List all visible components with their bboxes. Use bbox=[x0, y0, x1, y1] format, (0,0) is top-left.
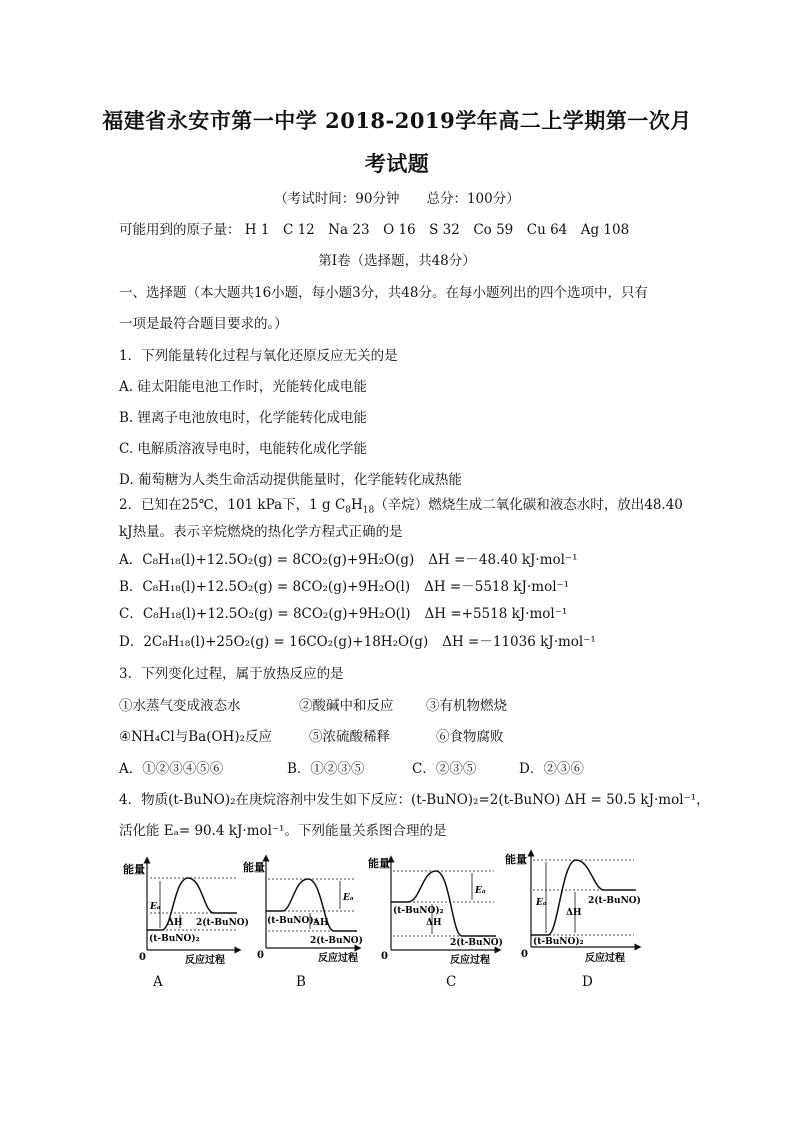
document-title-line2: 考试题 bbox=[364, 151, 430, 176]
q2-stem-sub2: 18 bbox=[362, 505, 375, 516]
diagram-a-xlabel: 反应过程 bbox=[185, 955, 225, 966]
diagram-a-product-label: 2(t-BuNO) bbox=[196, 918, 249, 928]
part-title: 第Ⅰ卷（选择题，共48分） bbox=[318, 253, 476, 269]
question-3-stem: 3．下列变化过程，属于放热反应的是 bbox=[119, 666, 344, 682]
exam-info: （考试时间：90分钟 总分：100分） bbox=[274, 191, 520, 207]
diagram-a-dh-label: ΔH bbox=[167, 918, 183, 928]
question-3-options bbox=[119, 757, 584, 777]
question-1-option-d: D. 葡萄糖为人类生命活动提供能量时，化学能转化成热能 bbox=[119, 472, 462, 488]
diagram-a-caption: A bbox=[153, 974, 163, 990]
q2-stem-part2: H bbox=[351, 497, 363, 513]
q2-d-equation: D．2C₈H₁₈(l)+25O₂(g) = 16CO₂(g)+18H₂O(g) bbox=[119, 634, 429, 650]
diagram-c-ea-label: Eₐ bbox=[475, 886, 486, 896]
diagram-c-ylabel: 能量 bbox=[368, 857, 390, 870]
question-2-option-a bbox=[119, 548, 578, 568]
diagram-b-ea-label: Eₐ bbox=[343, 893, 354, 903]
q2-c-enthalpy: ΔH =+5518 kJ·mol⁻¹ bbox=[424, 606, 568, 622]
diagram-a-reactant-label: (t-BuNO)₂ bbox=[149, 934, 200, 944]
diagram-c bbox=[368, 856, 503, 966]
question-2-option-d bbox=[119, 630, 596, 650]
q3-item-3: ③有机物燃烧 bbox=[426, 698, 507, 714]
diagram-d-origin: 0 bbox=[521, 949, 528, 960]
diagram-b bbox=[243, 858, 363, 964]
q2-c-equation: C．C₈H₁₈(l)+12.5O₂(g) = 8CO₂(g)+9H₂O(l) bbox=[119, 606, 411, 622]
question-1-option-a: A. 硅太阳能电池工作时，光能转化成电能 bbox=[119, 379, 367, 395]
diagram-c-product-label: 2(t-BuNO) bbox=[450, 938, 503, 948]
atomic-masses-values: H 1 C 12 Na 23 O 16 S 32 Co 59 Cu 64 Ag 108 bbox=[244, 222, 630, 238]
q3-item-2: ②酸碱中和反应 bbox=[299, 698, 394, 714]
diagram-c-origin: 0 bbox=[381, 951, 388, 962]
diagram-d-product-label: 2(t-BuNO) bbox=[588, 896, 641, 906]
atomic-masses-label: 可能用到的原子量： bbox=[119, 222, 241, 238]
q2-stem-part1: 2．已知在25℃，101 kPa下，1 g C bbox=[119, 497, 346, 513]
q2-stem-sub1: 8 bbox=[345, 505, 352, 516]
diagram-c-caption: C bbox=[446, 974, 457, 990]
q2-a-equation: A．C₈H₁₈(l)+12.5O₂(g) = 8CO₂(g)+9H₂O(g) bbox=[119, 552, 415, 568]
diagram-a-ylabel: 能量 bbox=[123, 863, 145, 876]
question-1-stem: 1．下列能量转化过程与氧化还原反应无关的是 bbox=[119, 348, 398, 364]
diagram-d-dh-label: ΔH bbox=[566, 908, 582, 918]
q3-option-d: D．②③⑥ bbox=[519, 761, 584, 777]
diagram-c-xlabel: 反应过程 bbox=[450, 955, 490, 966]
diagram-d-xlabel: 反应过程 bbox=[585, 953, 625, 964]
q3-option-c: C．②③⑤ bbox=[412, 761, 477, 777]
q2-b-enthalpy: ΔH =－5518 kJ·mol⁻¹ bbox=[424, 579, 570, 595]
question-3-items-row1 bbox=[119, 694, 507, 714]
atomic-masses-line bbox=[119, 218, 629, 238]
question-4-stem-line2: 活化能 Eₐ= 90.4 kJ·mol⁻¹。下列能量关系图合理的是 bbox=[119, 823, 447, 839]
question-2-stem-line2: kJ热量。表示辛烷燃烧的热化学方程式正确的是 bbox=[119, 524, 403, 540]
section-intro-line1: 一、选择题（本大题共16小题，每小题3分，共48分。在每小题列出的四个选项中，只有 bbox=[119, 285, 648, 301]
q3-option-b: B．①②③⑤ bbox=[287, 761, 365, 777]
q3-item-5: ⑤浓硫酸稀释 bbox=[309, 729, 390, 745]
diagram-b-product-label: 2(t-BuNO) bbox=[310, 936, 363, 946]
question-2-stem-line1 bbox=[119, 493, 683, 516]
q2-stem-part3: （辛烷）燃烧生成二氧化碳和液态水时，放出48.40 bbox=[374, 497, 683, 513]
q2-b-equation: B．C₈H₁₈(l)+12.5O₂(g) = 8CO₂(g)+9H₂O(l) bbox=[119, 579, 411, 595]
question-2-option-b bbox=[119, 575, 569, 595]
diagram-a-origin: 0 bbox=[139, 952, 146, 963]
diagram-b-origin: 0 bbox=[257, 950, 264, 961]
q2-a-enthalpy: ΔH =－48.40 kJ·mol⁻¹ bbox=[428, 552, 578, 568]
diagram-b-ylabel: 能量 bbox=[243, 861, 265, 874]
diagram-d-caption: D bbox=[582, 974, 593, 990]
diagram-a bbox=[123, 860, 249, 966]
q3-option-a: A．①②③④⑤⑥ bbox=[119, 761, 224, 777]
energy-diagrams bbox=[0, 845, 794, 1015]
diagram-d-reactant-label: (t-BuNO)₂ bbox=[533, 937, 584, 947]
diagram-d bbox=[505, 852, 641, 964]
diagram-b-caption: B bbox=[296, 974, 306, 990]
q3-item-1: ①水蒸气变成液态水 bbox=[119, 698, 241, 714]
question-4-stem-line1: 4．物质(t-BuNO)₂在庚烷溶剂中发生如下反应：(t-BuNO)₂=2(t-BuNO) ΔH = 50.5 kJ·mol⁻¹， bbox=[119, 792, 710, 808]
diagram-d-ylabel: 能量 bbox=[505, 853, 527, 866]
question-1-option-c: C. 电解质溶液导电时，电能转化成化学能 bbox=[119, 441, 367, 457]
diagram-b-xlabel: 反应过程 bbox=[318, 953, 358, 964]
diagram-c-reactant-label: (t-BuNO)₂ bbox=[393, 906, 444, 916]
q3-item-6: ⑥食物腐败 bbox=[436, 729, 504, 745]
diagram-b-dh-label: ΔH bbox=[313, 918, 329, 928]
q3-item-4: ④NH₄Cl与Ba(OH)₂反应 bbox=[119, 729, 273, 745]
diagram-b-reactant-label: (t-BuNO)₂ bbox=[267, 916, 318, 926]
diagram-a-ea-label: Eₐ bbox=[150, 902, 161, 912]
question-3-items-row2 bbox=[119, 725, 504, 745]
question-2-option-c bbox=[119, 602, 567, 622]
document-title-line1: 福建省永安市第一中学 2018-2019学年高二上学期第一次月 bbox=[102, 108, 692, 133]
diagram-c-dh-label: ΔH bbox=[426, 918, 442, 928]
q2-d-enthalpy: ΔH =－11036 kJ·mol⁻¹ bbox=[442, 634, 596, 650]
question-1-option-b: B. 锂离子电池放电时，化学能转化成电能 bbox=[119, 410, 368, 426]
section-intro-line2: 一项是最符合题目要求的。） bbox=[119, 316, 288, 332]
diagram-d-ea-label: Eₐ bbox=[536, 898, 547, 908]
